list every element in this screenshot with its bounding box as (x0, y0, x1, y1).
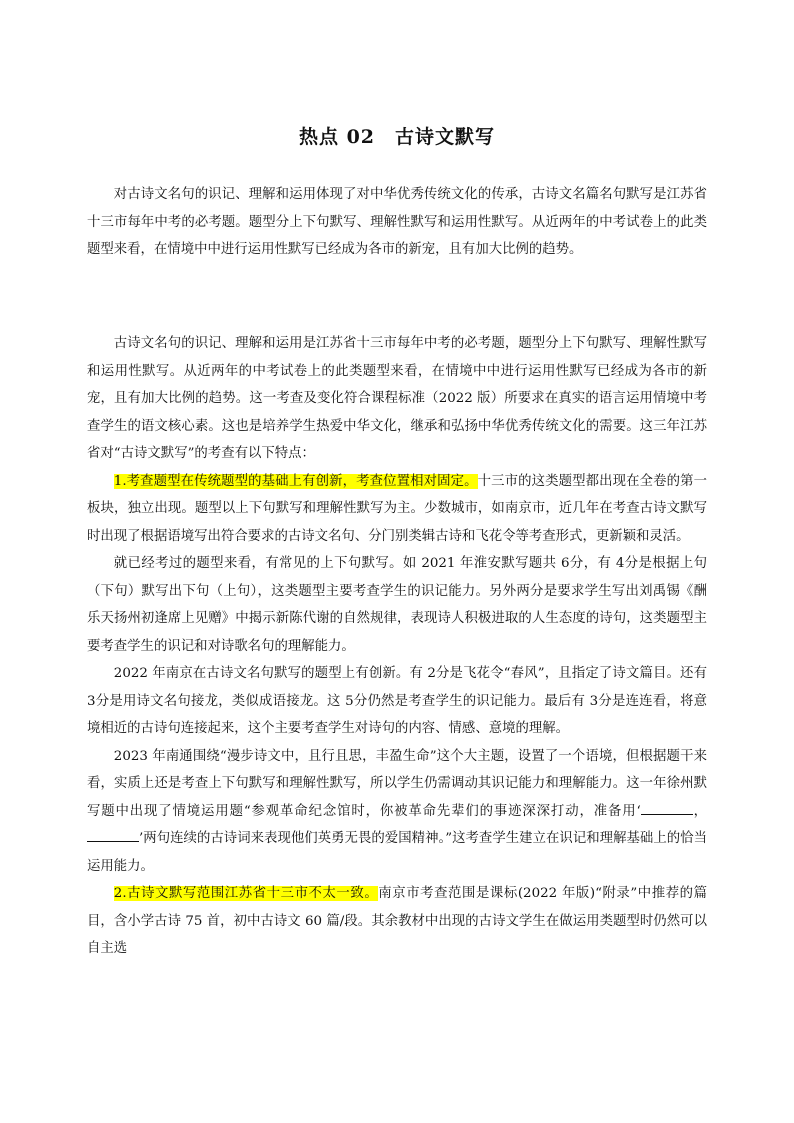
paragraph-nantong-text-b: ’两句连续的古诗词来表现他们英勇无畏的爱国精神。”这考查学生建立在识记和理解基础上的恰当运用能力。 (87, 831, 707, 874)
paragraph-point-1 (87, 468, 707, 551)
intro-section (87, 181, 707, 264)
main-section (87, 330, 707, 963)
paragraph-point-2 (87, 880, 707, 963)
paragraph-huaian: 就已经考过的题型来看，有常见的上下句默写。如 2021 年淮安默写题共 6分，有 4分是根据上句（下句）默写出下句（上句），这类题型主要考查学生的识记能力。另外两分是要求学生写出刘禹锡《酬乐天扬州初逢席上见赠》中揭示新陈代谢的自然规律，表现诗人积极进取的人生态度的诗句，这类题型主要考查学生的识记和对诗歌名句的理解能力。 (87, 556, 707, 654)
paragraph-point-1-text: 十三市的这类题型都出现在全卷的第一板块，独立出现。题型以上下句默写和理解性默写为主。少数城市，如南京市，近几年在考查古诗文默写时出现了根据语境写出符合要求的古诗文名句、分门别类辑古诗和飞花令等考查形式，更新颖和灵活。 (87, 473, 708, 544)
answer-blank-2 (87, 827, 139, 842)
highlight-point-1: 1.考查题型在传统题型的基础上有创新，考查位置相对固定。 (113, 473, 478, 489)
paragraph-nantong-xuzhou (87, 743, 707, 881)
paragraph-overview: 古诗文名句的识记、理解和运用是江苏省十三市每年中考的必考题，题型分上下句默写、理解性默写和运用性默写。从近两年的中考试卷上的此类题型来看，在情境中中进行运用性默写已经成为各市的新宠，且有加大比例的趋势。这一考查及变化符合课程标准（2022 版）所要求在真实的语言运用情境中考查学生的语文核心素。这也是培养学生热爱中华文化，继承和弘扬中华优秀传统文化的需要。这三年江苏省对“古诗文默写”的考查有以下特点： (87, 336, 707, 461)
highlight-point-2: 2.古诗文默写范围江苏省十三市不太一致。 (113, 886, 379, 901)
answer-blank-1 (641, 800, 693, 815)
paragraph-nantong-text-a: 2023 年南通围绕“漫步诗文中，且行且思，丰盈生命”这个大主题，设置了一个语境，但根据题干来看，实质上还是考查上下句默写和理解性默写，所以学生仍需调动其识记能力和理解能力。这一年徐州默写题中出现了情境运用题“参观革命纪念馆时，你被革命先辈们的事迹深深打动，准备用‘ (87, 748, 707, 819)
paragraph-nanjing: 2022 年南京在古诗文名句默写的题型上有创新。有 2分是飞花令“春风”，且指定了诗文篇目。还有 3分是用诗文名句接龙，类似成语接龙。这 5分仍然是考查学生的识记能力。最后有 3分是连连看，将意境相近的古诗句连接起来，这个主要考查学生对诗句的内容、情感、意境的理解。 (87, 666, 707, 736)
page-title: 热点 02 古诗文默写 (298, 126, 496, 148)
intro-paragraph: 对古诗文名句的识记、理解和运用体现了对中华优秀传统文化的传承，古诗文名篇名句默写是江苏省十三市每年中考的必考题。题型分上下句默写、理解性默写和运用性默写。从近两年的中考试卷上的此类题型来看，在情境中中进行运用性默写已经成为各市的新宠，且有加大比例的趋势。 (87, 187, 707, 257)
paragraph-point-2-text: 南京市考查范围是课标(2022 年版)“附录”中推荐的篇目，含小学古诗 75 首，初中古诗文 60 篇/段。其余教材中出现的古诗文学生在做运用类题型时仍然可以自主选 (87, 886, 707, 956)
blank-separator: ， (692, 803, 707, 819)
